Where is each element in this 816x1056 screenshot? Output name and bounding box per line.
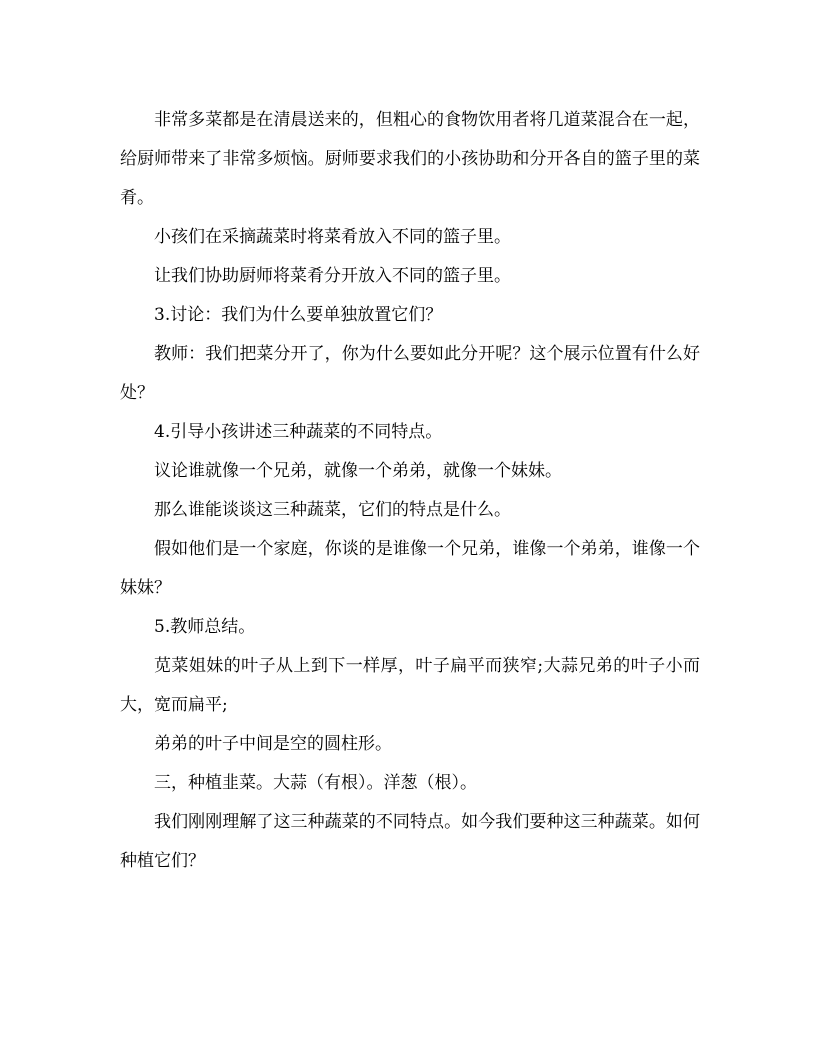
paragraph-how-to-plant: 我们刚刚理解了这三种蔬菜的不同特点。如今我们要种这三种蔬菜。如何种植它们？	[120, 812, 700, 871]
paragraph-discuss-siblings: 议论谁就像一个兄弟，就像一个弟弟，就像一个妹妹。	[154, 461, 562, 481]
paragraph-cylinder-leaf: 弟弟的叶子中间是空的圆柱形。	[154, 734, 392, 754]
paragraph-delivery-story: 非常多菜都是在清晨送来的，但粗心的食物饮用者将几道菜混合在一起，给厨师带来了非常多烦恼。厨师要求我们的小孩协助和分开各自的篮子里的菜肴。	[120, 110, 700, 208]
document-body	[120, 101, 700, 881]
paragraph-teacher-question: 教师：我们把菜分开了，你为什么要如此分开呢？这个展示位置有什么好处？	[120, 344, 700, 403]
paragraph-step-5-summary: 5.教师总结。	[154, 617, 256, 637]
paragraph-step-4-guide: 4.引导小孩讲述三种蔬菜的不同特点。	[154, 422, 443, 442]
paragraph-features-question: 那么谁能谈谈这三种蔬菜，它们的特点是什么。	[154, 500, 511, 520]
paragraph-section-3-planting: 三，种植韭菜。大蒜（有根）。洋葱（根）。	[154, 773, 477, 793]
paragraph-family-question: 假如他们是一个家庭，你谈的是谁像一个兄弟，谁像一个弟弟，谁像一个妹妹？	[120, 539, 700, 598]
paragraph-step-3-discussion: 3.讨论：我们为什么要单独放置它们？	[154, 305, 443, 325]
paragraph-help-chef: 让我们协助厨师将菜肴分开放入不同的篮子里。	[154, 266, 511, 286]
paragraph-children-basket: 小孩们在采摘蔬菜时将菜肴放入不同的篮子里。	[154, 227, 511, 247]
paragraph-leaf-description: 苋菜姐妹的叶子从上到下一样厚，叶子扁平而狭窄;大蒜兄弟的叶子小而大，宽而扁平;	[120, 656, 700, 715]
